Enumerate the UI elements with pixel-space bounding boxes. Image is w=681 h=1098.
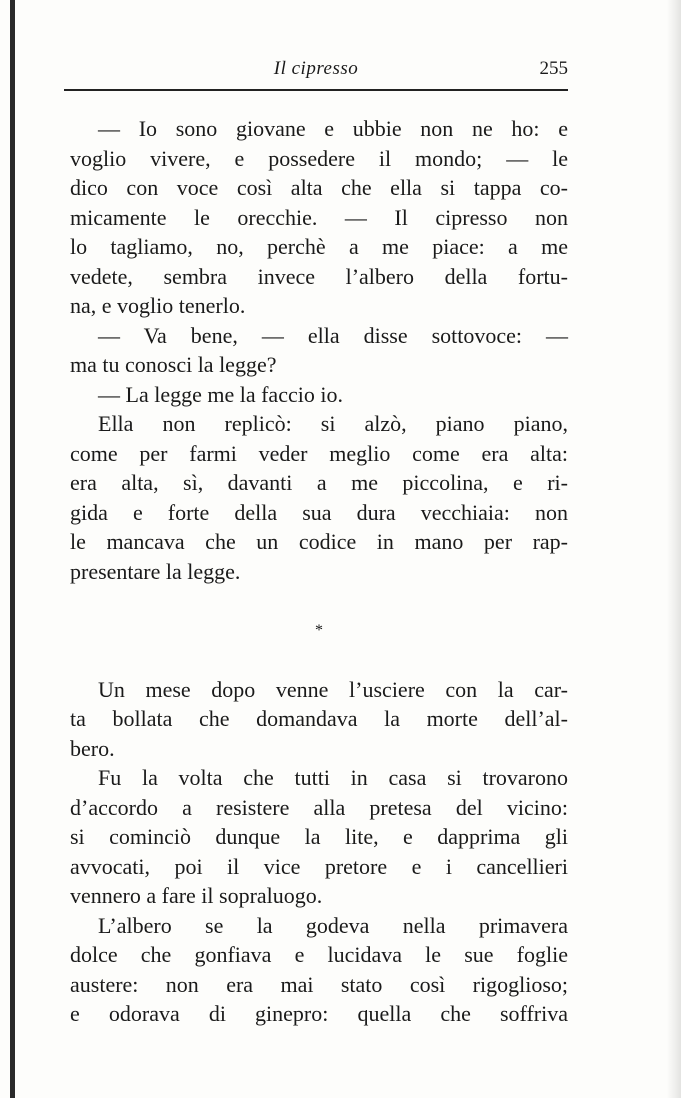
text-line: dolce che gonfiava e lucidava le sue foglie [70, 942, 568, 967]
page-number: 255 [539, 58, 568, 79]
text-line: lo tagliamo, no, perchè a me piace: a me [70, 234, 568, 259]
text-line: — Va bene, — ella disse sottovoce: — [98, 322, 568, 348]
text-line: — Io sono giovane e ubbie non ne ho: e [98, 116, 568, 141]
text-line: era alta, sì, davanti a me piccolina, e ri- [70, 470, 568, 495]
text-line: ta bollata che domandava la morte dell’al- [70, 706, 568, 731]
text-line: d’accordo a resistere alla pretesa del vicino: [70, 794, 568, 820]
text-line: Fu la volta che tutti in casa si trovarono [98, 765, 568, 790]
section-separator: * [315, 621, 323, 639]
page-edge-border [10, 0, 15, 1098]
running-title: Il cipresso [273, 58, 359, 79]
text-line: na, e voglio tenerlo. [70, 293, 246, 318]
text-line: ma tu conosci la legge? [70, 352, 277, 377]
spacer [70, 586, 568, 616]
page-edge-shadow [667, 0, 681, 1098]
spacer [70, 645, 568, 675]
text-line: Un mese dopo venne l’usciere con la car- [98, 676, 568, 702]
text-line: le mancava che un codice in mano per rap- [70, 529, 568, 554]
text-line: voglio vivere, e possedere il mondo; — le [70, 145, 568, 171]
text-line: L’albero se la godeva nella primavera [98, 912, 568, 938]
text-line: gida e forte della sua dura vecchiaia: non [70, 499, 568, 525]
text-line: si cominciò dunque la lite, e dapprima gli [70, 824, 568, 849]
text-line: avvocati, poi il vice pretore e i cancellieri [70, 853, 568, 879]
header-rule [64, 89, 568, 91]
text-line: austere: non era mai stato così rigoglioso; [70, 971, 568, 997]
text-line: bero. [70, 735, 115, 761]
text-line: presentare la legge. [70, 558, 241, 584]
text-line: e odorava di ginepro: quella che soffriva [70, 1001, 568, 1026]
text-line: come per farmi veder meglio come era alta: [70, 440, 568, 466]
body-text [70, 114, 568, 1029]
running-header [64, 58, 568, 84]
text-line: — La legge me la faccio io. [98, 381, 343, 407]
text-line: Ella non replicò: si alzò, piano piano, [98, 411, 568, 436]
text-line: vennero a fare il sopraluogo. [70, 883, 323, 908]
text-line: micamente le orecchie. — Il cipresso non [70, 204, 568, 230]
text-line: vedete, sembra invece l’albero della fortu- [70, 263, 568, 289]
text-line: dico con voce così alta che ella si tappa co- [70, 175, 568, 200]
